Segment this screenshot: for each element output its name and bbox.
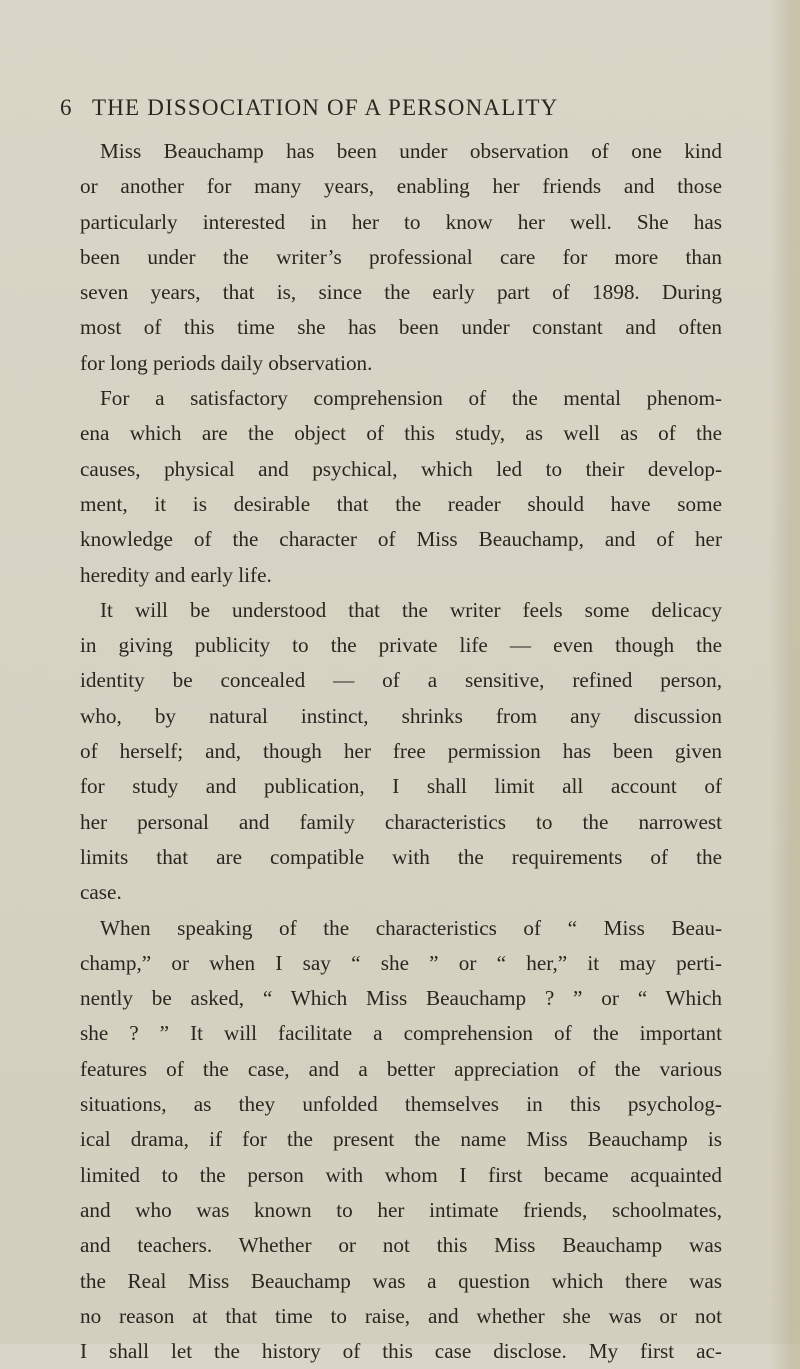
- text-line: for long periods daily observation.: [80, 350, 373, 375]
- text-line: been under the writer’s professional care for more than: [80, 244, 722, 269]
- text-line: limits that are compatible with the requirements of the: [80, 844, 722, 869]
- text-line: limited to the person with whom I first became acquainted: [80, 1162, 722, 1187]
- text-line: case.: [80, 880, 122, 905]
- text-line: and teachers. Whether or not this Miss Beauchamp was: [80, 1233, 722, 1258]
- page-number: 6: [60, 95, 73, 120]
- text-line: I shall let the history of this case disclose. My first ac-: [80, 1339, 722, 1364]
- text-line: and who was known to her intimate friends, schoolmates,: [80, 1197, 722, 1222]
- text-line: for study and publication, I shall limit all account of: [80, 774, 722, 799]
- text-line: or another for many years, enabling her friends and those: [80, 174, 722, 199]
- text-line: causes, physical and psychical, which led to their develop-: [80, 456, 722, 481]
- text-line: heredity and early life.: [80, 562, 272, 587]
- running-title: THE DISSOCIATION OF A PERSONALITY: [92, 95, 559, 120]
- page-header: [60, 92, 700, 124]
- text-line: champ,” or when I say “ she ” or “ her,” it may perti-: [80, 950, 722, 975]
- text-line: in giving publicity to the private life — even though the: [80, 633, 722, 658]
- text-line: ical drama, if for the present the name Miss Beauchamp is: [80, 1127, 722, 1152]
- text-line: For a satisfactory comprehension of the mental phenom-: [100, 386, 722, 411]
- text-line: nently be asked, “ Which Miss Beauchamp ? ” or “ Which: [80, 986, 722, 1011]
- text-line: no reason at that time to raise, and whether she was or not: [80, 1303, 722, 1328]
- text-line: of herself; and, though her free permission has been given: [80, 739, 722, 764]
- text-line: her personal and family characteristics to the narrowest: [80, 809, 722, 834]
- text-line: ment, it is desirable that the reader should have some: [80, 491, 722, 516]
- text-line: situations, as they unfolded themselves in this psycholog-: [80, 1092, 722, 1117]
- text-line: It will be understood that the writer feels some delicacy: [100, 597, 722, 622]
- text-line: features of the case, and a better appreciation of the various: [80, 1056, 722, 1081]
- text-line: Miss Beauchamp has been under observation of one kind: [100, 139, 722, 163]
- text-line: most of this time she has been under constant and often: [80, 315, 722, 340]
- text-line: seven years, that is, since the early part of 1898. During: [80, 280, 722, 305]
- text-line: knowledge of the character of Miss Beauchamp, and of her: [80, 527, 722, 552]
- text-line: particularly interested in her to know her well. She has: [80, 209, 722, 234]
- text-line: she ? ” It will facilitate a comprehension of the important: [80, 1021, 722, 1046]
- text-line: When speaking of the characteristics of “ Miss Beau-: [100, 915, 722, 940]
- text-line: ena which are the object of this study, as well as of the: [80, 421, 722, 446]
- text-line: identity be concealed — of a sensitive, refined person,: [80, 668, 722, 693]
- text-line: the Real Miss Beauchamp was a question which there was: [80, 1268, 722, 1293]
- body-text: [80, 134, 722, 1369]
- text-line: who, by natural instinct, shrinks from any discussion: [80, 703, 722, 728]
